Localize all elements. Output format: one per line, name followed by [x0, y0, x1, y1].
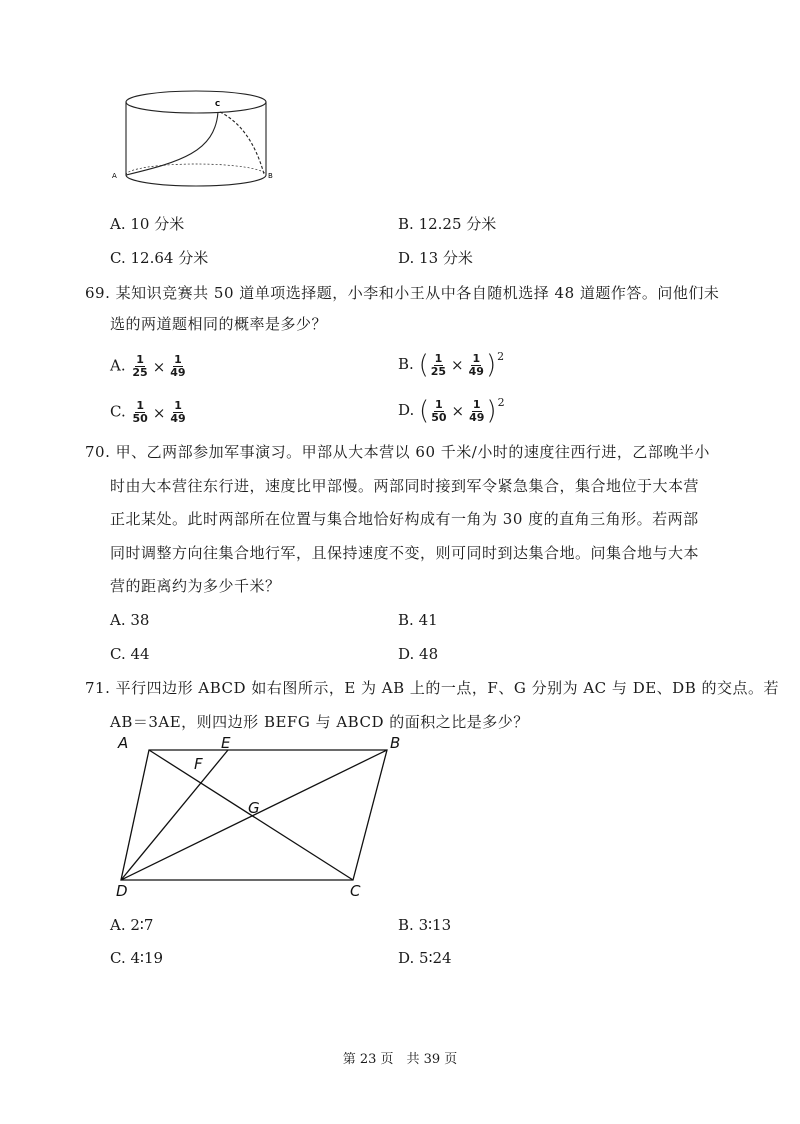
q70-line-1: 70. 甲、乙两部参加军事演习。甲部从大本营以 60 千米/小时的速度往西行进，乙部晚半小: [85, 443, 710, 461]
label-f: F: [194, 755, 203, 773]
label-a: A: [118, 734, 129, 752]
q70-option-b: B. 41: [398, 611, 438, 629]
q69-option-b: B. ( $\frac{1}{25}$ × $\frac{1}{49}$ )$^2$: [398, 350, 505, 380]
cylinder-top-ellipse: [126, 91, 266, 113]
q70-option-a: A. 38: [110, 611, 150, 629]
q70-option-d: D. 48: [398, 645, 439, 663]
q70-number: 70.: [85, 443, 111, 461]
q69-option-c: C. $\frac{1}{50}$ × $\frac{1}{49}$: [110, 399, 186, 425]
q68-option-b: B. 12.25 分米: [398, 215, 497, 233]
q71-option-b: B. 3∶13: [398, 916, 452, 934]
label-b: B: [268, 172, 273, 180]
label-c: C: [215, 100, 221, 108]
q69-line-1: 69. 某知识竞赛共 50 道单项选择题，小李和小王从中各自随机选择 48 道题作答。问他们未: [85, 284, 720, 302]
label-g: G: [248, 799, 260, 817]
q70-line-4: 同时调整方向往集合地行军，且保持速度不变，则可同时到达集合地。问集合地与大本: [110, 544, 700, 562]
cylinder-figure: [100, 82, 300, 192]
q71-option-d: D. 5∶24: [398, 949, 452, 967]
q70-line-3: 正北某处。此时两部所在位置与集合地恰好构成有一角为 30 度的直角三角形。若两部: [110, 510, 699, 528]
q71-number: 71.: [85, 679, 111, 697]
q70-line-2: 时由大本营往东行进，速度比甲部慢。两部同时接到军令紧急集合，集合地位于大本营: [110, 477, 700, 495]
path-a-to-c: [126, 112, 218, 175]
cylinder-bottom-front: [126, 175, 266, 186]
q71-line-1: 71. 平行四边形 ABCD 如右图所示，E 为 AB 上的一点，F、G 分别为 AC 与 DE、DB 的交点。若: [85, 679, 779, 697]
q71-option-a: A. 2∶7: [110, 916, 154, 934]
path-c-to-b: [220, 112, 264, 174]
segment-de: [121, 750, 228, 880]
q69-number: 69.: [85, 284, 111, 302]
q70-line-5: 营的距离约为多少千米？: [110, 577, 281, 595]
label-d: D: [116, 882, 128, 900]
q68-option-c: C. 12.64 分米: [110, 249, 209, 267]
label-b: B: [390, 734, 401, 752]
q71-line-2: AB＝3AE，则四边形 BEFG 与 ABCD 的面积之比是多少？: [110, 713, 529, 731]
q71-option-c: C. 4∶19: [110, 949, 164, 967]
label-a: A: [112, 172, 117, 180]
page-number: 第 23 页 共 39 页: [342, 1052, 458, 1067]
label-e: E: [221, 734, 231, 752]
q69-option-d: D. ( $\frac{1}{50}$ × $\frac{1}{49}$ )$^2$: [398, 396, 505, 426]
label-c: C: [350, 882, 361, 900]
q68-option-d: D. 13 分米: [398, 249, 473, 267]
q70-option-c: C. 44: [110, 645, 150, 663]
q68-option-a: A. 10 分米: [110, 215, 185, 233]
q69-option-a: A. $\frac{1}{25}$ × $\frac{1}{49}$: [110, 353, 186, 379]
parallelogram-figure: [108, 733, 418, 903]
q69-line-2: 选的两道题相同的概率是多少？: [110, 315, 328, 333]
